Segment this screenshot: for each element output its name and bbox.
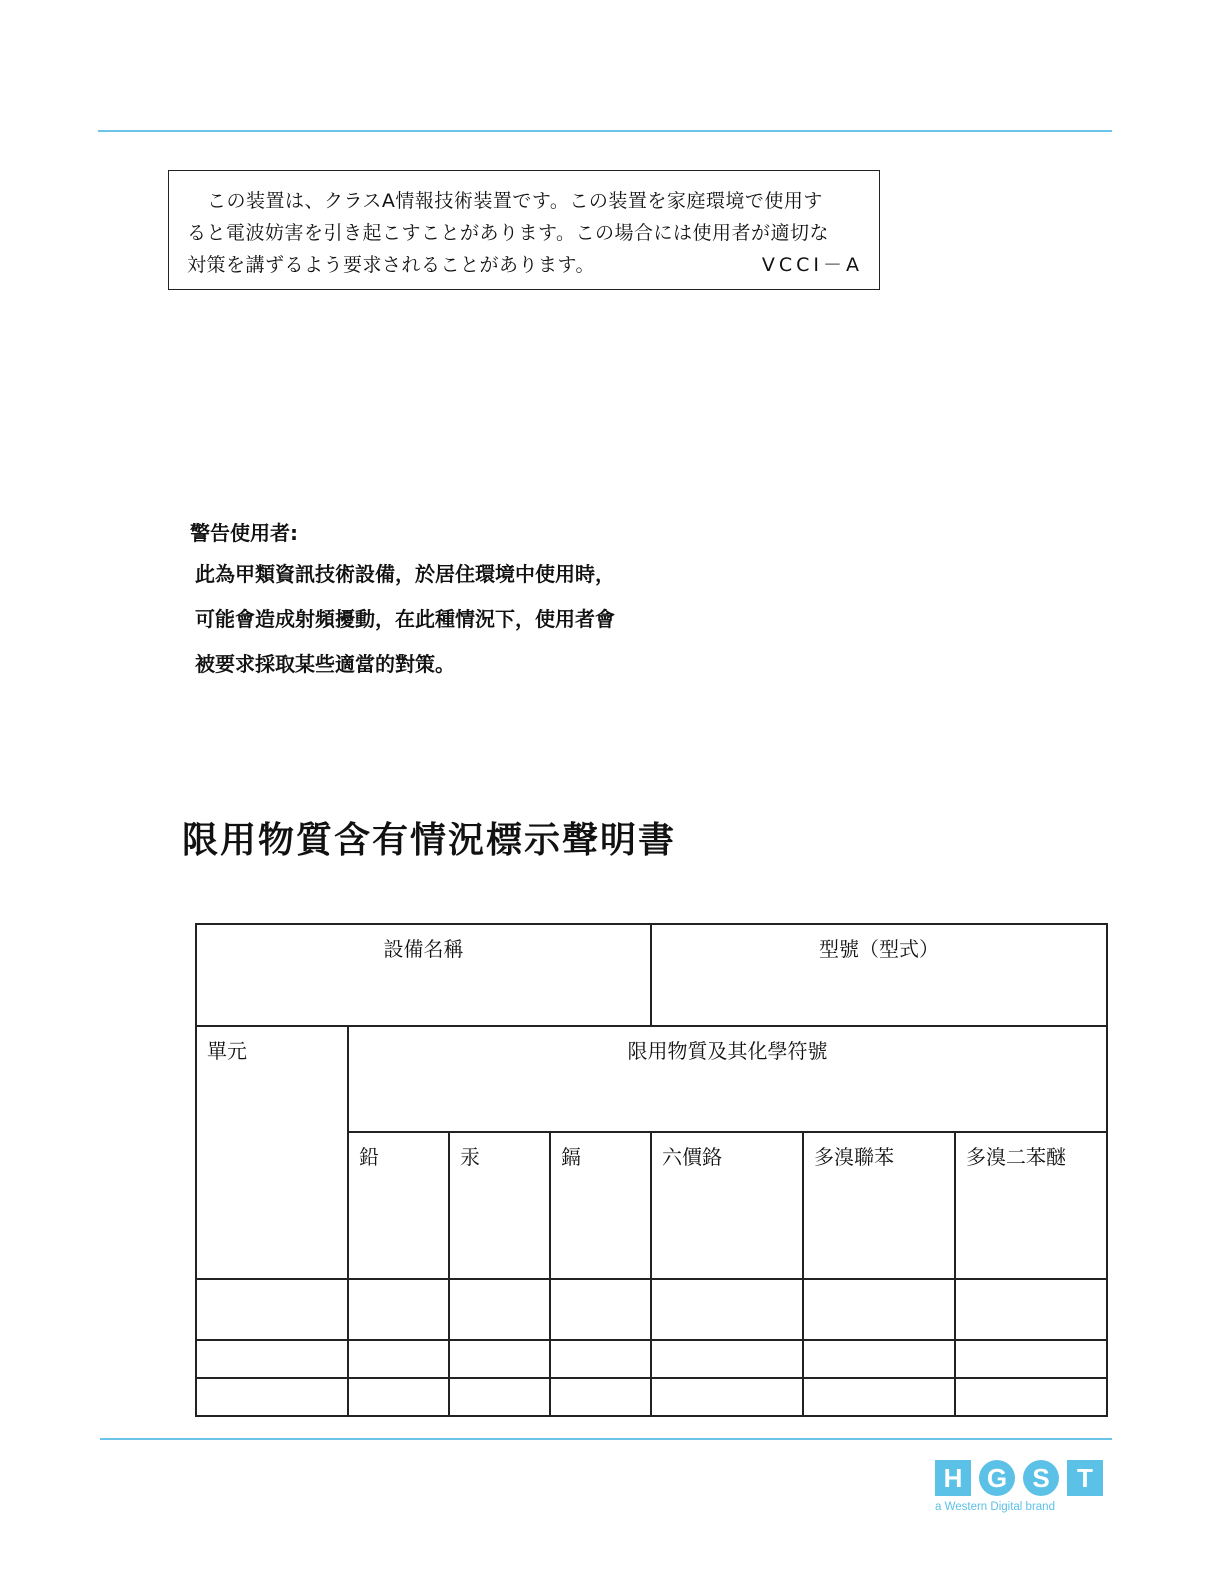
bsmi-line-3: 被要求採取某些適當的對策。 xyxy=(195,652,455,676)
top-divider xyxy=(98,130,1112,132)
table-row xyxy=(196,1279,1107,1340)
model-header: 型號（型式） xyxy=(651,924,1107,1026)
substance-cadmium: 鎘 xyxy=(550,1132,651,1279)
unit-header: 單元 xyxy=(196,1026,348,1279)
table-row xyxy=(196,1026,1107,1132)
substance-lead: 鉛 xyxy=(348,1132,449,1279)
table-cell xyxy=(550,1340,651,1378)
substance-hexavalent-chromium: 六價鉻 xyxy=(651,1132,803,1279)
vcci-class-mark: VCCI－A xyxy=(761,254,863,276)
bsmi-line-1: 此為甲類資訊技術設備，於居住環境中使用時， xyxy=(195,562,615,586)
logo-letter-t: T xyxy=(1067,1460,1103,1496)
table-cell xyxy=(803,1378,955,1416)
table-cell xyxy=(348,1340,449,1378)
table-cell xyxy=(955,1279,1107,1340)
table-cell xyxy=(449,1378,550,1416)
equipment-name-header: 設備名稱 xyxy=(196,924,651,1026)
table-cell xyxy=(803,1279,955,1340)
table-cell xyxy=(348,1279,449,1340)
table-cell xyxy=(651,1279,803,1340)
substance-mercury: 汞 xyxy=(449,1132,550,1279)
logo-letter-g: G xyxy=(979,1460,1015,1496)
table-row xyxy=(196,1378,1107,1416)
logo-letter-h: H xyxy=(935,1460,971,1496)
table-cell xyxy=(550,1378,651,1416)
substance-pbb: 多溴聯苯 xyxy=(803,1132,955,1279)
table-cell xyxy=(651,1378,803,1416)
table-cell xyxy=(651,1340,803,1378)
vcci-line-2: ると電波妨害を引き起こすことがあります。この場合には使用者が適切な xyxy=(187,222,829,244)
logo-letter-s: S xyxy=(1023,1460,1059,1496)
hgst-logo xyxy=(935,1460,1105,1520)
table-cell xyxy=(348,1378,449,1416)
table-cell xyxy=(196,1279,348,1340)
bsmi-warning xyxy=(190,514,615,687)
vcci-line-1: この装置は、クラスA情報技術装置です。この装置を家庭環境で使用す xyxy=(207,190,823,212)
vcci-line-3-text: 対策を講ずるよう要求されることがあります。 xyxy=(187,254,595,276)
vcci-line-3 xyxy=(187,249,863,281)
table-cell xyxy=(449,1340,550,1378)
logo-tagline: a Western Digital brand xyxy=(935,1501,1055,1513)
bsmi-heading: 警告使用者: xyxy=(190,521,298,545)
bottom-divider xyxy=(100,1438,1112,1440)
bsmi-line-2: 可能會造成射頻擾動，在此種情況下，使用者會 xyxy=(195,607,615,631)
table-cell xyxy=(955,1340,1107,1378)
table-cell xyxy=(196,1340,348,1378)
substance-pbde: 多溴二苯醚 xyxy=(955,1132,1107,1279)
vcci-notice-box xyxy=(168,170,880,290)
rohs-table xyxy=(195,923,1108,1417)
table-cell xyxy=(955,1378,1107,1416)
rohs-title: 限用物質含有情況標示聲明書 xyxy=(182,819,677,861)
table-row xyxy=(196,924,1107,1026)
table-cell xyxy=(196,1378,348,1416)
table-row xyxy=(196,1340,1107,1378)
table-cell xyxy=(550,1279,651,1340)
table-cell xyxy=(449,1279,550,1340)
substances-header: 限用物質及其化學符號 xyxy=(348,1026,1107,1132)
table-cell xyxy=(803,1340,955,1378)
